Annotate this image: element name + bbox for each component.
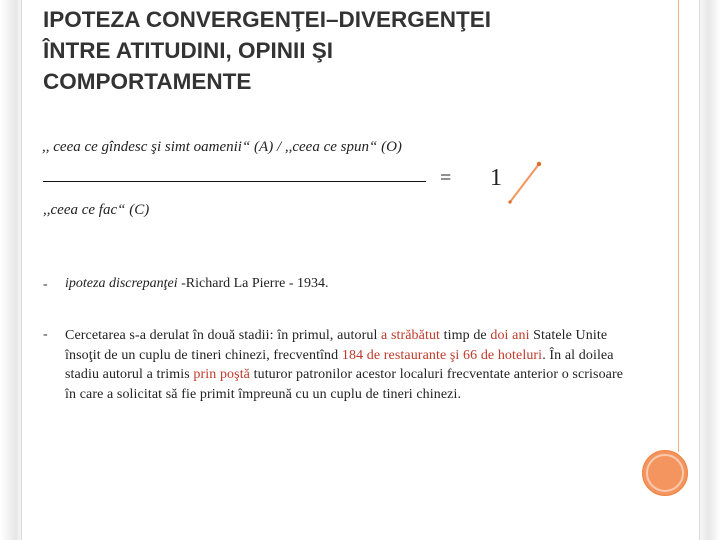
bullet-text: -Richard La Pierre - 1934. <box>177 276 329 291</box>
paragraph-text: timp de <box>440 328 491 343</box>
paragraph-text: . În al doilea stadiu autorul a trimis <box>65 347 614 382</box>
decorative-circle-ring <box>646 454 684 492</box>
bullet-italic-text: ipoteza discrepanţei <box>65 276 178 291</box>
bullet-marker: - <box>43 277 48 292</box>
slide-frame-right <box>699 0 720 540</box>
slide-frame-left <box>0 0 22 540</box>
frame-accent-line <box>678 0 679 452</box>
highlighted-text: prin poştă <box>193 367 250 382</box>
bullet-item-research <box>65 326 625 404</box>
not-equal-slash-icon <box>505 158 545 206</box>
bullet-item-discrepancy <box>65 276 328 292</box>
slide-title <box>43 4 643 97</box>
formula-value: 1 <box>490 165 502 191</box>
bullet-marker: - <box>43 327 48 342</box>
decorative-circle <box>642 450 688 496</box>
formula-numerator: ,, ceea ce gîndesc şi simt oamenii“ (A) / ,,ceea ce spun“ (O) <box>42 139 402 155</box>
formula-denominator: ,,ceea ce fac“ (C) <box>43 202 150 218</box>
title-line: IPOTEZA CONVERGENŢEI–DIVERGENŢEI <box>43 7 491 32</box>
highlighted-text: a străbătut <box>381 328 441 343</box>
paragraph-text: Cercetarea s-a derulat în două stadii: în primul, autorul <box>65 328 382 343</box>
title-line: ÎNTRE ATITUDINI, OPINII ŞI <box>43 38 334 63</box>
paragraph-text: Statele Unite însoţit de un cuplu de tineri chinezi, frecventînd <box>65 328 608 363</box>
fraction-line <box>43 181 426 182</box>
paragraph-text: tuturor patronilor acestor localuri frecventate anterior o scrisoare în care a solicitat să fie primit împreună cu un cuplu de tineri chinezi. <box>65 367 624 402</box>
formula-equals: = <box>440 167 452 189</box>
highlighted-text: 184 de restaurante şi 66 de hoteluri <box>341 347 543 363</box>
highlighted-text: doi ani <box>490 328 530 343</box>
title-line: COMPORTAMENTE <box>43 69 252 94</box>
